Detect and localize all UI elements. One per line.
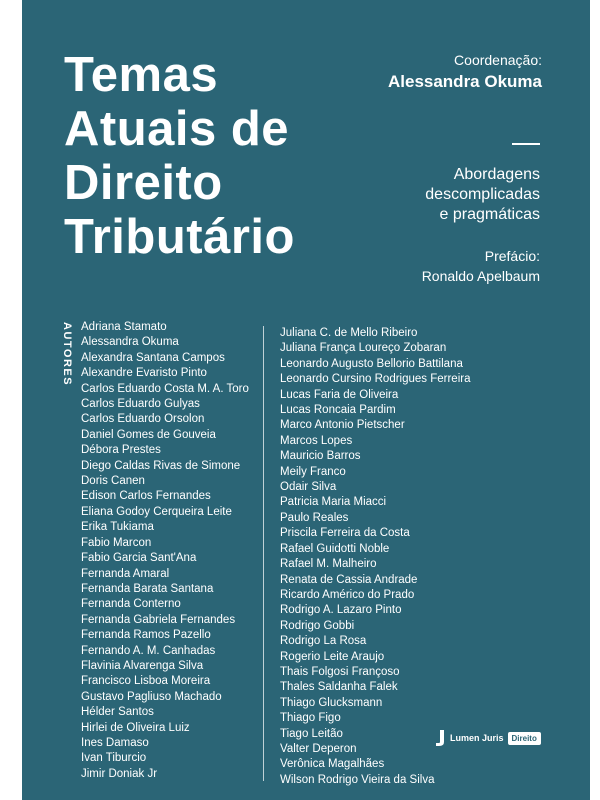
- title-line: Temas: [64, 48, 219, 102]
- author-name: Odair Silva: [280, 481, 337, 494]
- author-name: Marco Antonio Pietscher: [280, 419, 405, 432]
- author-name: Débora Prestes: [81, 444, 161, 457]
- author-name: Rodrigo Gobbi: [280, 619, 355, 632]
- author-name: Alexandre Evaristo Pinto: [81, 367, 207, 380]
- author-name: Alessandra Okuma: [81, 336, 179, 349]
- author-name: Hirlei de Oliveira Luiz: [81, 721, 190, 734]
- author-name: Rodrigo La Rosa: [280, 635, 367, 648]
- author-name: Fernanda Gabriela Fernandes: [81, 613, 236, 626]
- author-name: Ricardo Américo do Prado: [280, 588, 415, 601]
- publisher-badge: Direito: [508, 732, 541, 745]
- author-name: Mauricio Barros: [280, 450, 361, 463]
- author-name: Juliana C. de Mello Ribeiro: [280, 327, 418, 339]
- author-name: Verônica Magalhães: [280, 758, 385, 771]
- author-name: Flavinia Alvarenga Silva: [81, 659, 204, 672]
- subtitle-line: descomplicadas: [425, 186, 540, 203]
- author-name: Leonardo Augusto Bellorio Battilana: [280, 357, 463, 370]
- author-name: Patricia Maria Miacci: [280, 496, 387, 509]
- coordination-block: [388, 52, 542, 92]
- author-name: Lucas Roncaia Pardim: [280, 404, 396, 417]
- author-name: Renata de Cassia Andrade: [280, 573, 418, 586]
- author-name: Diego Caldas Rivas de Simone: [81, 459, 241, 472]
- author-name: Doris Canen: [81, 475, 145, 488]
- author-name: Rafael Guidotti Noble: [280, 542, 390, 555]
- authors-label: AUTORES: [61, 322, 73, 387]
- author-name: Fernanda Conterno: [81, 598, 181, 611]
- author-name: Thiago Glucksmann: [280, 696, 383, 709]
- author-name: Fabio Garcia Sant'Ana: [81, 552, 197, 565]
- author-name: Marcos Lopes: [280, 434, 353, 447]
- author-name: Ines Damaso: [81, 736, 149, 749]
- author-name: Rogerio Leite Araujo: [280, 650, 385, 663]
- author-name: Paulo Reales: [280, 511, 349, 524]
- author-name: Lucas Faria de Oliveira: [280, 388, 399, 401]
- author-name: Wilson Rodrigo Vieira da Silva: [280, 773, 435, 786]
- authors-column-2: [280, 326, 471, 788]
- publisher-name: Lumen Juris: [450, 733, 504, 743]
- book-title: [64, 48, 295, 264]
- author-name: Eliana Godoy Cerqueira Leite: [81, 505, 232, 518]
- divider-dash: [512, 143, 540, 145]
- preface-block: [422, 246, 540, 286]
- author-name: Fernanda Amaral: [81, 567, 170, 580]
- author-name: Valter Deperon: [280, 742, 357, 755]
- author-name: Carlos Eduardo Orsolon: [81, 413, 205, 426]
- author-name: Fernando A. M. Canhadas: [81, 644, 216, 657]
- author-name: Thiago Figo: [280, 712, 341, 725]
- publisher-logo: [436, 730, 541, 746]
- author-name: Edison Carlos Fernandes: [81, 490, 211, 503]
- author-name: Leonardo Cursino Rodrigues Ferreira: [280, 373, 471, 386]
- coordinator-name: Alessandra Okuma: [387, 72, 542, 91]
- author-name: Juliana França Loureço Zobaran: [280, 342, 447, 355]
- coordination-label: Coordenação:: [454, 52, 542, 68]
- author-name: Gustavo Pagliuso Machado: [81, 690, 222, 703]
- title-line: Tributário: [64, 210, 295, 264]
- authors-column-1: [81, 320, 249, 782]
- subtitle-line: Abordagens: [453, 166, 540, 183]
- author-name: Daniel Gomes de Gouveia: [81, 428, 216, 441]
- title-line: Direito: [64, 156, 223, 210]
- author-name: Carlos Eduardo Gulyas: [81, 398, 200, 411]
- author-name: Tiago Leitão: [280, 727, 343, 740]
- book-cover: [22, 0, 590, 800]
- author-name: Jimir Doniak Jr: [81, 767, 158, 780]
- author-name: Ivan Tiburcio: [81, 752, 147, 765]
- preface-label: Prefácio:: [484, 248, 540, 264]
- author-name: Priscila Ferreira da Costa: [280, 527, 410, 540]
- author-name: Adriana Stamato: [81, 321, 167, 333]
- author-name: Thais Folgosi Françoso: [280, 665, 400, 678]
- author-name: Carlos Eduardo Costa M. A. Toro: [81, 382, 249, 395]
- column-divider: [263, 326, 264, 781]
- preface-author: Ronaldo Apelbaum: [421, 268, 540, 284]
- title-line: Atuais de: [64, 102, 290, 156]
- author-name: Erika Tukiama: [81, 521, 154, 534]
- author-name: Meily Franco: [280, 465, 346, 478]
- author-name: Fernanda Barata Santana: [81, 582, 214, 595]
- author-name: Fabio Marcon: [81, 536, 152, 549]
- author-name: Hélder Santos: [81, 706, 154, 719]
- subtitle: [425, 165, 540, 225]
- subtitle-line: e pragmáticas: [439, 206, 540, 223]
- author-name: Rodrigo A. Lazaro Pinto: [280, 604, 402, 617]
- author-name: Thales Saldanha Falek: [280, 681, 398, 694]
- author-name: Fernanda Ramos Pazello: [81, 629, 211, 642]
- author-name: Rafael M. Malheiro: [280, 558, 377, 571]
- author-name: Alexandra Santana Campos: [81, 351, 225, 364]
- author-name: Francisco Lisboa Moreira: [81, 675, 211, 688]
- lumen-juris-icon: [436, 730, 446, 746]
